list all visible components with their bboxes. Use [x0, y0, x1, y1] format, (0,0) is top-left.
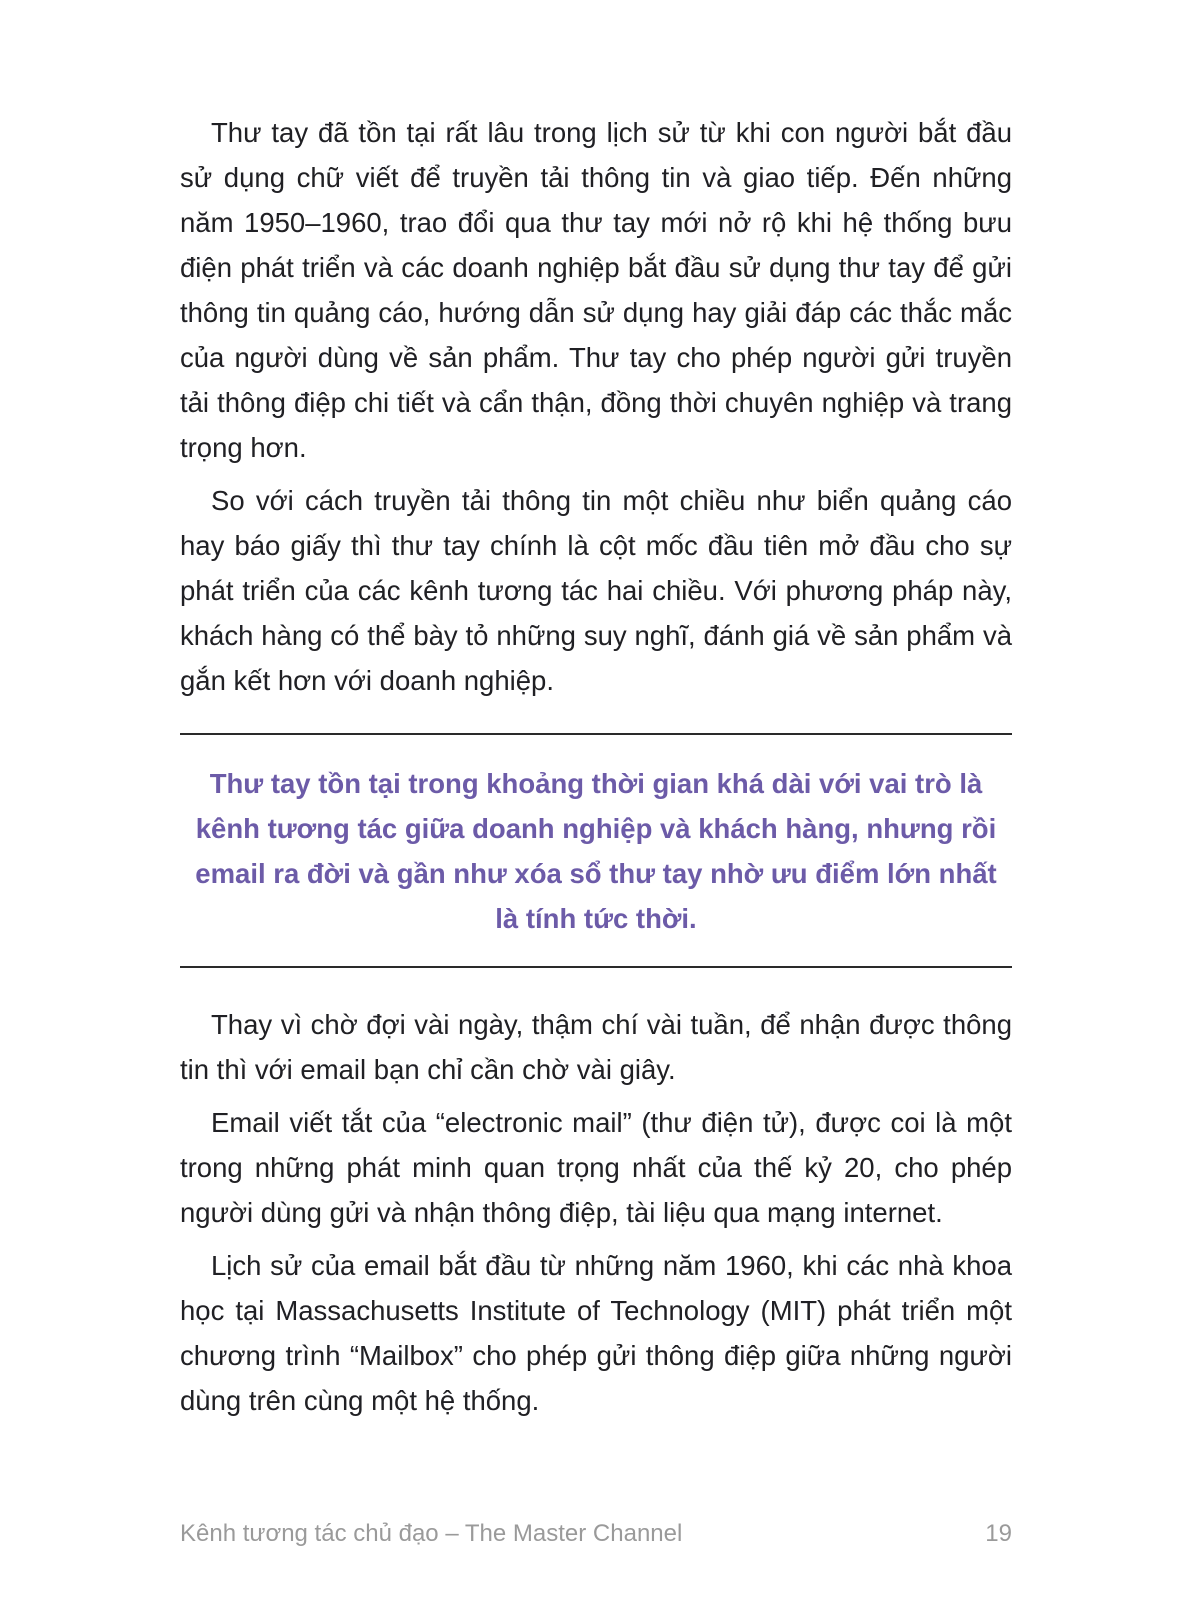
page-body: [180, 110, 1012, 1423]
pull-quote: Thư tay tồn tại trong khoảng thời gian khá dài với vai trò là kênh tương tác giữa doanh nghiệp và khách hàng, nhưng rồi email ra đời và gần như xóa sổ thư tay nhờ ưu điểm lớn nhất là tính tức thời.: [195, 768, 997, 934]
page-footer: [180, 1520, 1012, 1560]
paragraph-two-way-channel: So với cách truyền tải thông tin một chiều như biển quảng cáo hay báo giấy thì thư tay chính là cột mốc đầu tiên mở đầu cho sự phát triển của các kênh tương tác hai chiều. Với phương pháp này, khách hàng có thể bày tỏ những suy nghĩ, đánh giá về sản phẩm và gắn kết hơn với doanh nghiệp.: [180, 485, 1012, 696]
page-number: 19: [985, 1520, 1012, 1547]
paragraph-email-definition: Email viết tắt của “electronic mail” (thư điện tử), được coi là một trong những phát minh quan trọng nhất của thế kỷ 20, cho phép người dùng gửi và nhận thông điệp, tài liệu qua mạng internet.: [180, 1107, 1012, 1228]
footer-book-title: Kênh tương tác chủ đạo – The Master Channel: [180, 1520, 683, 1547]
paragraph-email-speed: Thay vì chờ đợi vài ngày, thậm chí vài tuần, để nhận được thông tin thì với email bạn chỉ cần chờ vài giây.: [180, 1009, 1012, 1085]
paragraph-email-history: Lịch sử của email bắt đầu từ những năm 1960, khi các nhà khoa học tại Massachusetts Institute of Technology (MIT) phát triển một chương trình “Mailbox” cho phép gửi thông điệp giữa những người dùng trên cùng một hệ thống.: [180, 1250, 1012, 1416]
paragraph-handwritten-letter-history: Thư tay đã tồn tại rất lâu trong lịch sử từ khi con người bắt đầu sử dụng chữ viết để truyền tải thông tin và giao tiếp. Đến những năm 1950–1960, trao đổi qua thư tay mới nở rộ khi hệ thống bưu điện phát triển và các doanh nghiệp bắt đầu sử dụng thư tay để gửi thông tin quảng cáo, hướng dẫn sử dụng hay giải đáp các thắc mắc của người dùng về sản phẩm. Thư tay cho phép người gửi truyền tải thông điệp chi tiết và cẩn thận, đồng thời chuyên nghiệp và trang trọng hơn.: [180, 117, 1012, 463]
